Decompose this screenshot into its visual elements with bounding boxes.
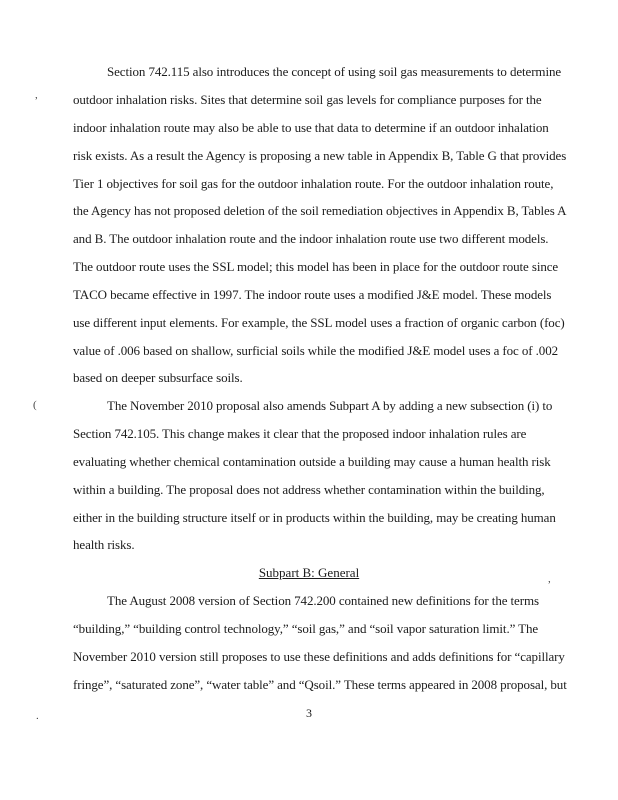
paragraph-line: “building,” “building control technology,” “soil gas,” and “soil vapor saturation limit.” The bbox=[73, 621, 539, 636]
paragraph-line: The November 2010 proposal also amends Subpart A by adding a new subsection (i) to bbox=[107, 398, 553, 413]
paragraph-line: either in the building structure itself or in products within the building, may be creating human bbox=[73, 510, 556, 525]
scan-mark: ( bbox=[33, 399, 37, 411]
paragraph-line: fringe”, “saturated zone”, “water table” and “Qsoil.” These terms appeared in 2008 proposal, but bbox=[73, 677, 567, 692]
paragraph-line: within a building. The proposal does not address whether contamination within the building, bbox=[73, 482, 545, 497]
paragraph-line: health risks. bbox=[73, 537, 135, 552]
paragraph-line: Tier 1 objectives for soil gas for the outdoor inhalation route. For the outdoor inhalation route, bbox=[73, 176, 554, 191]
scan-mark: . bbox=[36, 710, 39, 722]
paragraph-line: November 2010 version still proposes to use these definitions and adds definitions for “capillary bbox=[73, 649, 565, 664]
scan-mark: , bbox=[548, 573, 551, 585]
paragraph-line: indoor inhalation route may also be able to use that data to determine if an outdoor inhalation bbox=[73, 120, 549, 135]
paragraph-line: TACO became effective in 1997. The indoor route uses a modified J&E model. These models bbox=[73, 287, 552, 302]
section-heading: Subpart B: General bbox=[258, 565, 360, 580]
scan-mark: , bbox=[35, 89, 38, 101]
paragraph-line: based on deeper subsurface soils. bbox=[73, 370, 243, 385]
paragraph-line: Section 742.115 also introduces the concept of using soil gas measurements to determine bbox=[107, 64, 562, 79]
paragraph-line: evaluating whether chemical contamination outside a building may cause a human health risk bbox=[73, 454, 551, 469]
paragraph-line: the Agency has not proposed deletion of the soil remediation objectives in Appendix B, Tables A bbox=[73, 203, 567, 218]
page-number: 3 bbox=[306, 706, 312, 720]
paragraph-line: The August 2008 version of Section 742.200 contained new definitions for the terms bbox=[107, 593, 539, 608]
paragraph-line: Section 742.105. This change makes it clear that the proposed indoor inhalation rules are bbox=[73, 426, 527, 441]
paragraph-line: outdoor inhalation risks. Sites that determine soil gas levels for compliance purposes for the bbox=[73, 92, 542, 107]
paragraph-line: value of .006 based on shallow, surficial soils while the modified J&E model uses a foc of .002 bbox=[73, 343, 559, 358]
paragraph-line: The outdoor route uses the SSL model; this model has been in place for the outdoor route since bbox=[73, 259, 559, 274]
paragraph-line: and B. The outdoor inhalation route and the indoor inhalation route use two different models. bbox=[73, 231, 549, 246]
paragraph-line: risk exists. As a result the Agency is proposing a new table in Appendix B, Table G that provides bbox=[73, 148, 567, 163]
paragraph-line: use different input elements. For example, the SSL model uses a fraction of organic carbon (foc) bbox=[73, 315, 565, 330]
